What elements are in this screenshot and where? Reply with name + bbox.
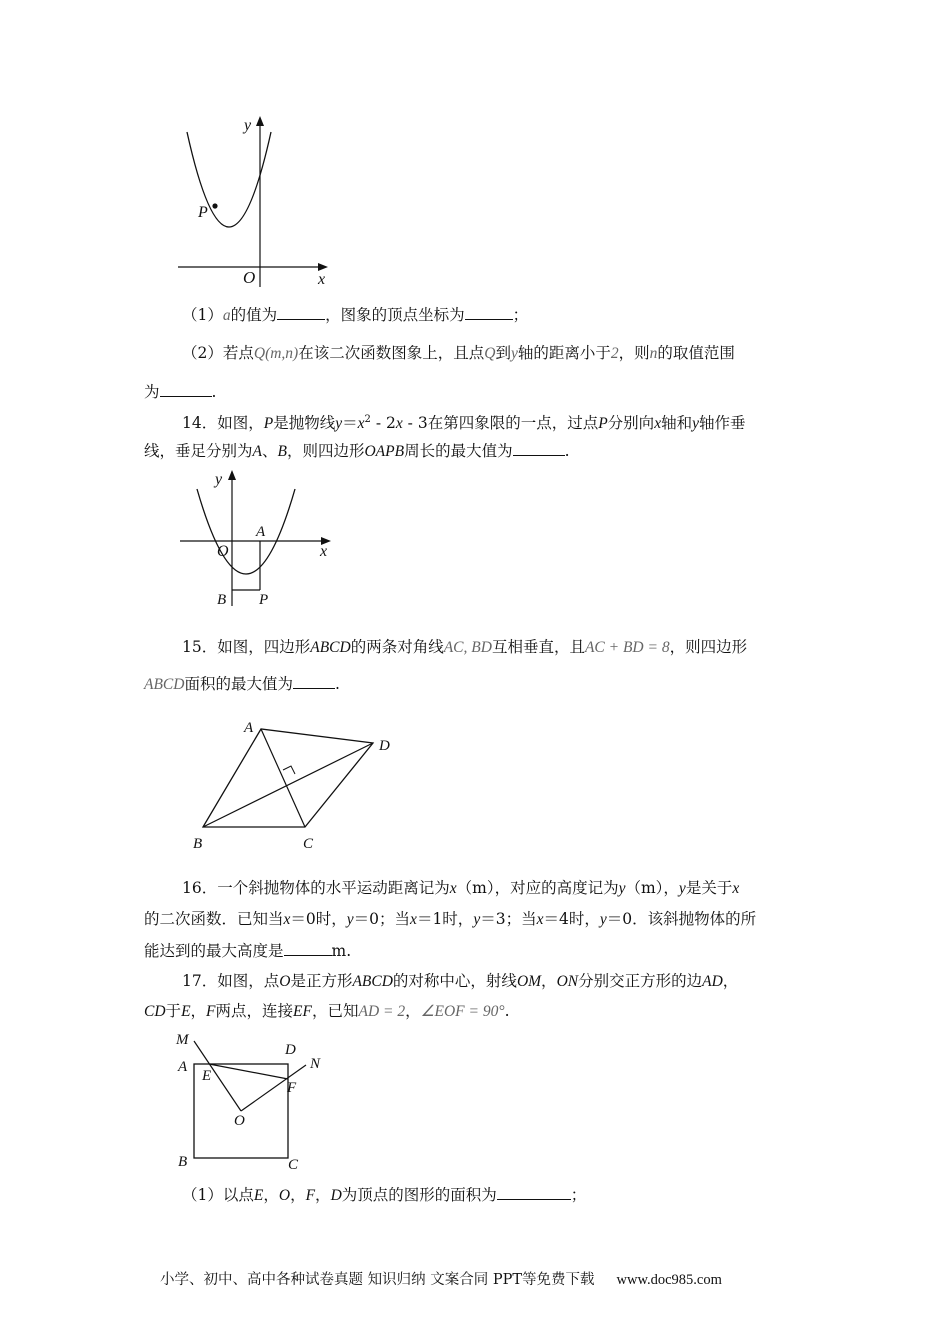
math: ∠EOF = 90° — [420, 1003, 505, 1020]
text: 17．如图，点 — [182, 972, 280, 990]
text: 、 — [261, 442, 278, 460]
label-o: O — [217, 543, 229, 560]
math: ON — [556, 973, 579, 990]
q13-part1 — [182, 304, 528, 326]
text: 的两条对角线 — [350, 638, 444, 656]
math-mn: (m,n) — [265, 345, 299, 362]
footer-text: 小学、初中、高中各种试卷真题 知识归纳 文案合同 PPT等免费下载 — [160, 1272, 595, 1288]
text: 15．如图，四边形 — [182, 638, 311, 656]
text: （2）若点 — [182, 344, 254, 362]
math: E — [181, 1003, 191, 1020]
text: （1） — [182, 306, 223, 324]
text: （m），对应的高度记为 — [456, 879, 619, 897]
math-q: Q — [484, 345, 496, 362]
text: m. — [331, 942, 352, 960]
parabola-curve — [197, 489, 295, 574]
math-n: n — [649, 345, 658, 362]
math: O — [279, 973, 291, 990]
answer-blank[interactable] — [160, 381, 212, 397]
footer-link[interactable]: www.doc985.com — [616, 1272, 722, 1288]
text: 到 — [495, 344, 511, 362]
math: E — [253, 1187, 264, 1204]
q15-quadrilateral-figure — [188, 712, 408, 857]
text: 是正方形 — [290, 972, 353, 990]
segment-ef — [209, 1064, 288, 1079]
answer-blank[interactable] — [465, 304, 513, 320]
label-b: B — [178, 1154, 188, 1170]
text: 周长的最大值为 — [404, 442, 513, 460]
math-y: y — [510, 345, 518, 362]
math: F — [206, 1003, 216, 1020]
text: ＝1时， — [416, 910, 474, 928]
text: 16．一个斜抛物体的水平运动距离记为 — [182, 879, 450, 897]
text: . — [564, 442, 570, 460]
text: 的取值范围 — [657, 344, 735, 362]
q17-line2 — [144, 1001, 510, 1022]
math: y — [692, 415, 699, 433]
math: - 2 — [370, 414, 396, 433]
text: 轴作垂 — [698, 414, 746, 433]
text: ＝0；当 — [353, 910, 411, 928]
text: ； — [512, 306, 529, 324]
label-d: D — [285, 1042, 296, 1058]
q14-line1 — [182, 410, 746, 434]
text: 为顶点的图形的面积为 — [341, 1186, 497, 1204]
text: 的对称中心，射线 — [392, 972, 517, 990]
math: ABCD — [352, 973, 393, 990]
label-p: P — [259, 592, 269, 608]
q15-line1 — [182, 637, 747, 658]
text: （m）， — [625, 879, 679, 897]
math: y — [618, 880, 626, 897]
label-y: y — [244, 117, 252, 134]
label-b: B — [217, 592, 227, 608]
math: F — [305, 1187, 316, 1204]
math: AC, BD — [443, 639, 492, 656]
math: x — [283, 911, 291, 928]
text: ＝0．该斜抛物体的所 — [606, 910, 757, 928]
text: ，则 — [618, 344, 650, 362]
label-c: C — [303, 836, 314, 852]
math: x — [357, 415, 365, 433]
math: x — [536, 911, 544, 928]
q17-square-figure — [170, 1028, 340, 1176]
label-c: C — [288, 1157, 299, 1173]
label-o: O — [234, 1113, 245, 1129]
math: - 3 — [402, 414, 428, 433]
q14-line2 — [144, 440, 570, 462]
text: . — [334, 675, 340, 693]
math: ABCD — [144, 676, 185, 693]
math: EF — [293, 1003, 312, 1020]
x-axis-arrow — [318, 263, 328, 271]
text: ＝0时， — [290, 910, 347, 928]
math: ABCD — [310, 639, 351, 656]
q14-parabola-figure — [175, 464, 345, 614]
text: ； — [570, 1186, 587, 1204]
math-2: 2 — [610, 345, 619, 362]
math: y — [473, 911, 481, 928]
text: 能达到的最大高度是 — [144, 942, 284, 960]
text: ， — [290, 1186, 306, 1204]
label-m: M — [176, 1032, 189, 1048]
math: AC + BD = 8 — [584, 639, 670, 656]
text: 14．如图， — [182, 414, 264, 433]
label-a: A — [244, 720, 254, 736]
text: 在第四象限的一点，过点 — [427, 414, 599, 433]
math: y — [346, 911, 354, 928]
quadrilateral-abcd — [203, 729, 373, 827]
text: ， — [541, 972, 557, 990]
y-axis-arrow — [256, 116, 264, 126]
math: x — [449, 880, 457, 897]
text: 的值为 — [230, 306, 278, 324]
math: OM — [516, 973, 542, 990]
label-y: y — [215, 471, 223, 488]
math: x — [654, 415, 662, 433]
right-angle-mark — [283, 766, 295, 774]
q16-line1 — [182, 878, 739, 899]
label-n: N — [310, 1056, 321, 1072]
text: （1）以点 — [182, 1186, 254, 1204]
math: OAPB — [364, 443, 405, 460]
point-p-dot — [212, 203, 217, 208]
answer-blank[interactable] — [277, 304, 325, 320]
label-p: P — [198, 204, 208, 221]
diagonal-ac — [261, 729, 305, 827]
text: 在该二次函数图象上，且点 — [298, 344, 485, 362]
text: 线，垂足分别为 — [144, 442, 253, 460]
q17-line1 — [182, 971, 738, 992]
label-o: O — [243, 268, 256, 287]
math: y — [335, 415, 343, 433]
math: A — [252, 443, 262, 460]
math: x — [395, 415, 403, 433]
answer-blank[interactable] — [293, 673, 335, 689]
answer-blank[interactable] — [497, 1184, 571, 1200]
answer-blank[interactable] — [284, 940, 332, 956]
answer-blank[interactable] — [513, 440, 565, 456]
text: ，则四边形 — [286, 442, 365, 460]
q17-part1 — [182, 1184, 586, 1206]
label-x: x — [320, 543, 328, 560]
text: . — [211, 383, 217, 401]
q13-part2-cont — [144, 381, 216, 402]
text: 为 — [144, 383, 160, 401]
page-footer — [160, 1268, 722, 1289]
text: 是抛物线 — [273, 414, 336, 433]
text: ，已知 — [311, 1002, 359, 1020]
label-a: A — [256, 524, 266, 540]
text: . — [504, 1002, 510, 1020]
math: x — [732, 880, 740, 897]
math-a: a — [222, 307, 231, 324]
label-a: A — [178, 1059, 188, 1075]
q16-line3 — [144, 940, 351, 961]
text: ＝3；当 — [480, 910, 537, 928]
text: 于 — [165, 1002, 182, 1020]
text: 互相垂直，且 — [491, 638, 585, 656]
q13-part2 — [182, 343, 735, 364]
q15-line2 — [144, 673, 340, 695]
text: ， — [315, 1186, 331, 1204]
math: D — [330, 1187, 342, 1204]
math: x — [410, 911, 417, 928]
math: P — [598, 415, 608, 433]
math: P — [263, 415, 274, 433]
math: O — [278, 1187, 291, 1204]
y-axis-arrow — [228, 470, 236, 480]
text: ， — [405, 1002, 421, 1020]
math: AD — [702, 973, 723, 990]
text: ， — [190, 1002, 207, 1020]
label-f: F — [287, 1080, 297, 1096]
label-x: x — [318, 271, 326, 288]
text: 分别交正方形的边 — [578, 972, 703, 990]
math: B — [277, 443, 287, 460]
text: 分别向 — [607, 414, 655, 433]
text: ，则四边形 — [669, 638, 748, 656]
math: CD — [144, 1003, 166, 1020]
label-d: D — [379, 738, 390, 754]
text: 轴的距离小于 — [517, 344, 611, 362]
text: 两点，连接 — [215, 1002, 294, 1020]
label-e: E — [202, 1068, 212, 1084]
text: 的二次函数．已知当 — [144, 910, 284, 928]
text: 是关于 — [685, 879, 733, 897]
math: y — [678, 880, 686, 897]
math: y — [599, 911, 607, 928]
label-b: B — [193, 836, 203, 852]
text: ， — [722, 972, 739, 990]
text: ，图象的顶点坐标为 — [325, 306, 465, 324]
text: 面积的最大值为 — [184, 675, 293, 693]
q13-parabola-figure — [170, 112, 340, 292]
q16-line2 — [144, 909, 756, 930]
text: 轴和 — [661, 414, 693, 433]
math: ＝ — [342, 414, 358, 433]
math-q: Q — [253, 345, 266, 362]
text: ， — [263, 1186, 279, 1204]
math: AD = 2 — [358, 1003, 406, 1020]
text: ＝4时， — [543, 910, 600, 928]
math-superscript: 2 — [364, 414, 371, 425]
